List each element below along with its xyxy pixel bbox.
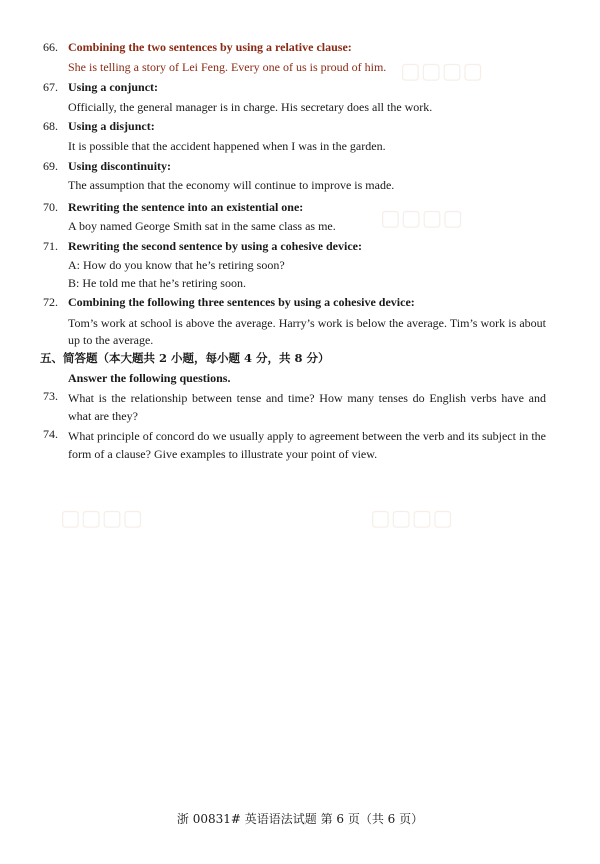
question-instruction: Combining the two sentences by using a relative clause:: [68, 40, 352, 54]
page-footer: 浙 00831# 英语语法试题 第 6 页（共 6 页）: [176, 812, 424, 826]
question-67: [24, 80, 158, 95]
question-number: 66.: [43, 40, 58, 54]
question-71: [24, 239, 362, 254]
question-instruction: Combining the following three sentences by using a cohesive device:: [68, 295, 415, 309]
question-66-text: She is telling a story of Lei Feng. Every one of us is proud of him.: [68, 60, 387, 74]
question-71-line-a: A: How do you know that he’s retiring soon?: [68, 258, 285, 272]
watermark: ▢▢▢▢: [370, 505, 454, 530]
question-68: [24, 119, 155, 134]
question-70: [24, 200, 303, 215]
question-72-text: Tom’s work at school is above the average. Harry’s work is below the average. Tim’s work is about up to the average.: [68, 316, 546, 347]
watermark: ▢▢▢▢: [400, 58, 484, 83]
question-66: [24, 40, 352, 55]
question-instruction: Rewriting the second sentence by using a cohesive device:: [68, 239, 362, 253]
question-71-line-b: B: He told me that he’s retiring soon.: [68, 276, 246, 290]
question-number: 67.: [43, 80, 58, 94]
question-72: [24, 295, 415, 310]
question-73-text: What is the relationship between tense and time? How many tenses do English verbs have and what are they?: [68, 391, 546, 423]
question-instruction: Using discontinuity:: [68, 159, 172, 173]
question-number: 71.: [43, 239, 58, 253]
question-68-text: It is possible that the accident happened when I was in the garden.: [68, 139, 386, 153]
question-74-text: What principle of concord do we usually apply to agreement between the verb and its subject in the form of a clause? Give examples to illustrate your point of view.: [68, 429, 546, 461]
section-instruction: Answer the following questions.: [68, 371, 231, 385]
question-69-text: The assumption that the economy will continue to improve is made.: [68, 178, 395, 192]
question-instruction: Using a conjunct:: [68, 80, 159, 94]
question-67-text: Officially, the general manager is in charge. His secretary does all the work.: [68, 100, 433, 114]
question-number: 72.: [43, 295, 58, 309]
question-number: 69.: [43, 159, 58, 173]
question-instruction: Rewriting the sentence into an existential one:: [68, 200, 304, 214]
question-70-text: A boy named George Smith sat in the same class as me.: [68, 219, 336, 233]
question-instruction: Using a disjunct:: [68, 119, 155, 133]
question-number: 70.: [43, 200, 58, 214]
question-69: [24, 159, 171, 174]
question-number: 73.: [43, 389, 58, 403]
watermark: ▢▢▢▢: [60, 505, 144, 530]
question-number: 74.: [43, 427, 58, 441]
section-heading: 五、简答题（本大题共 2 小题，每小题 4 分，共 8 分）: [40, 351, 330, 365]
question-number: 68.: [43, 119, 58, 133]
watermark: ▢▢▢▢: [380, 205, 464, 230]
